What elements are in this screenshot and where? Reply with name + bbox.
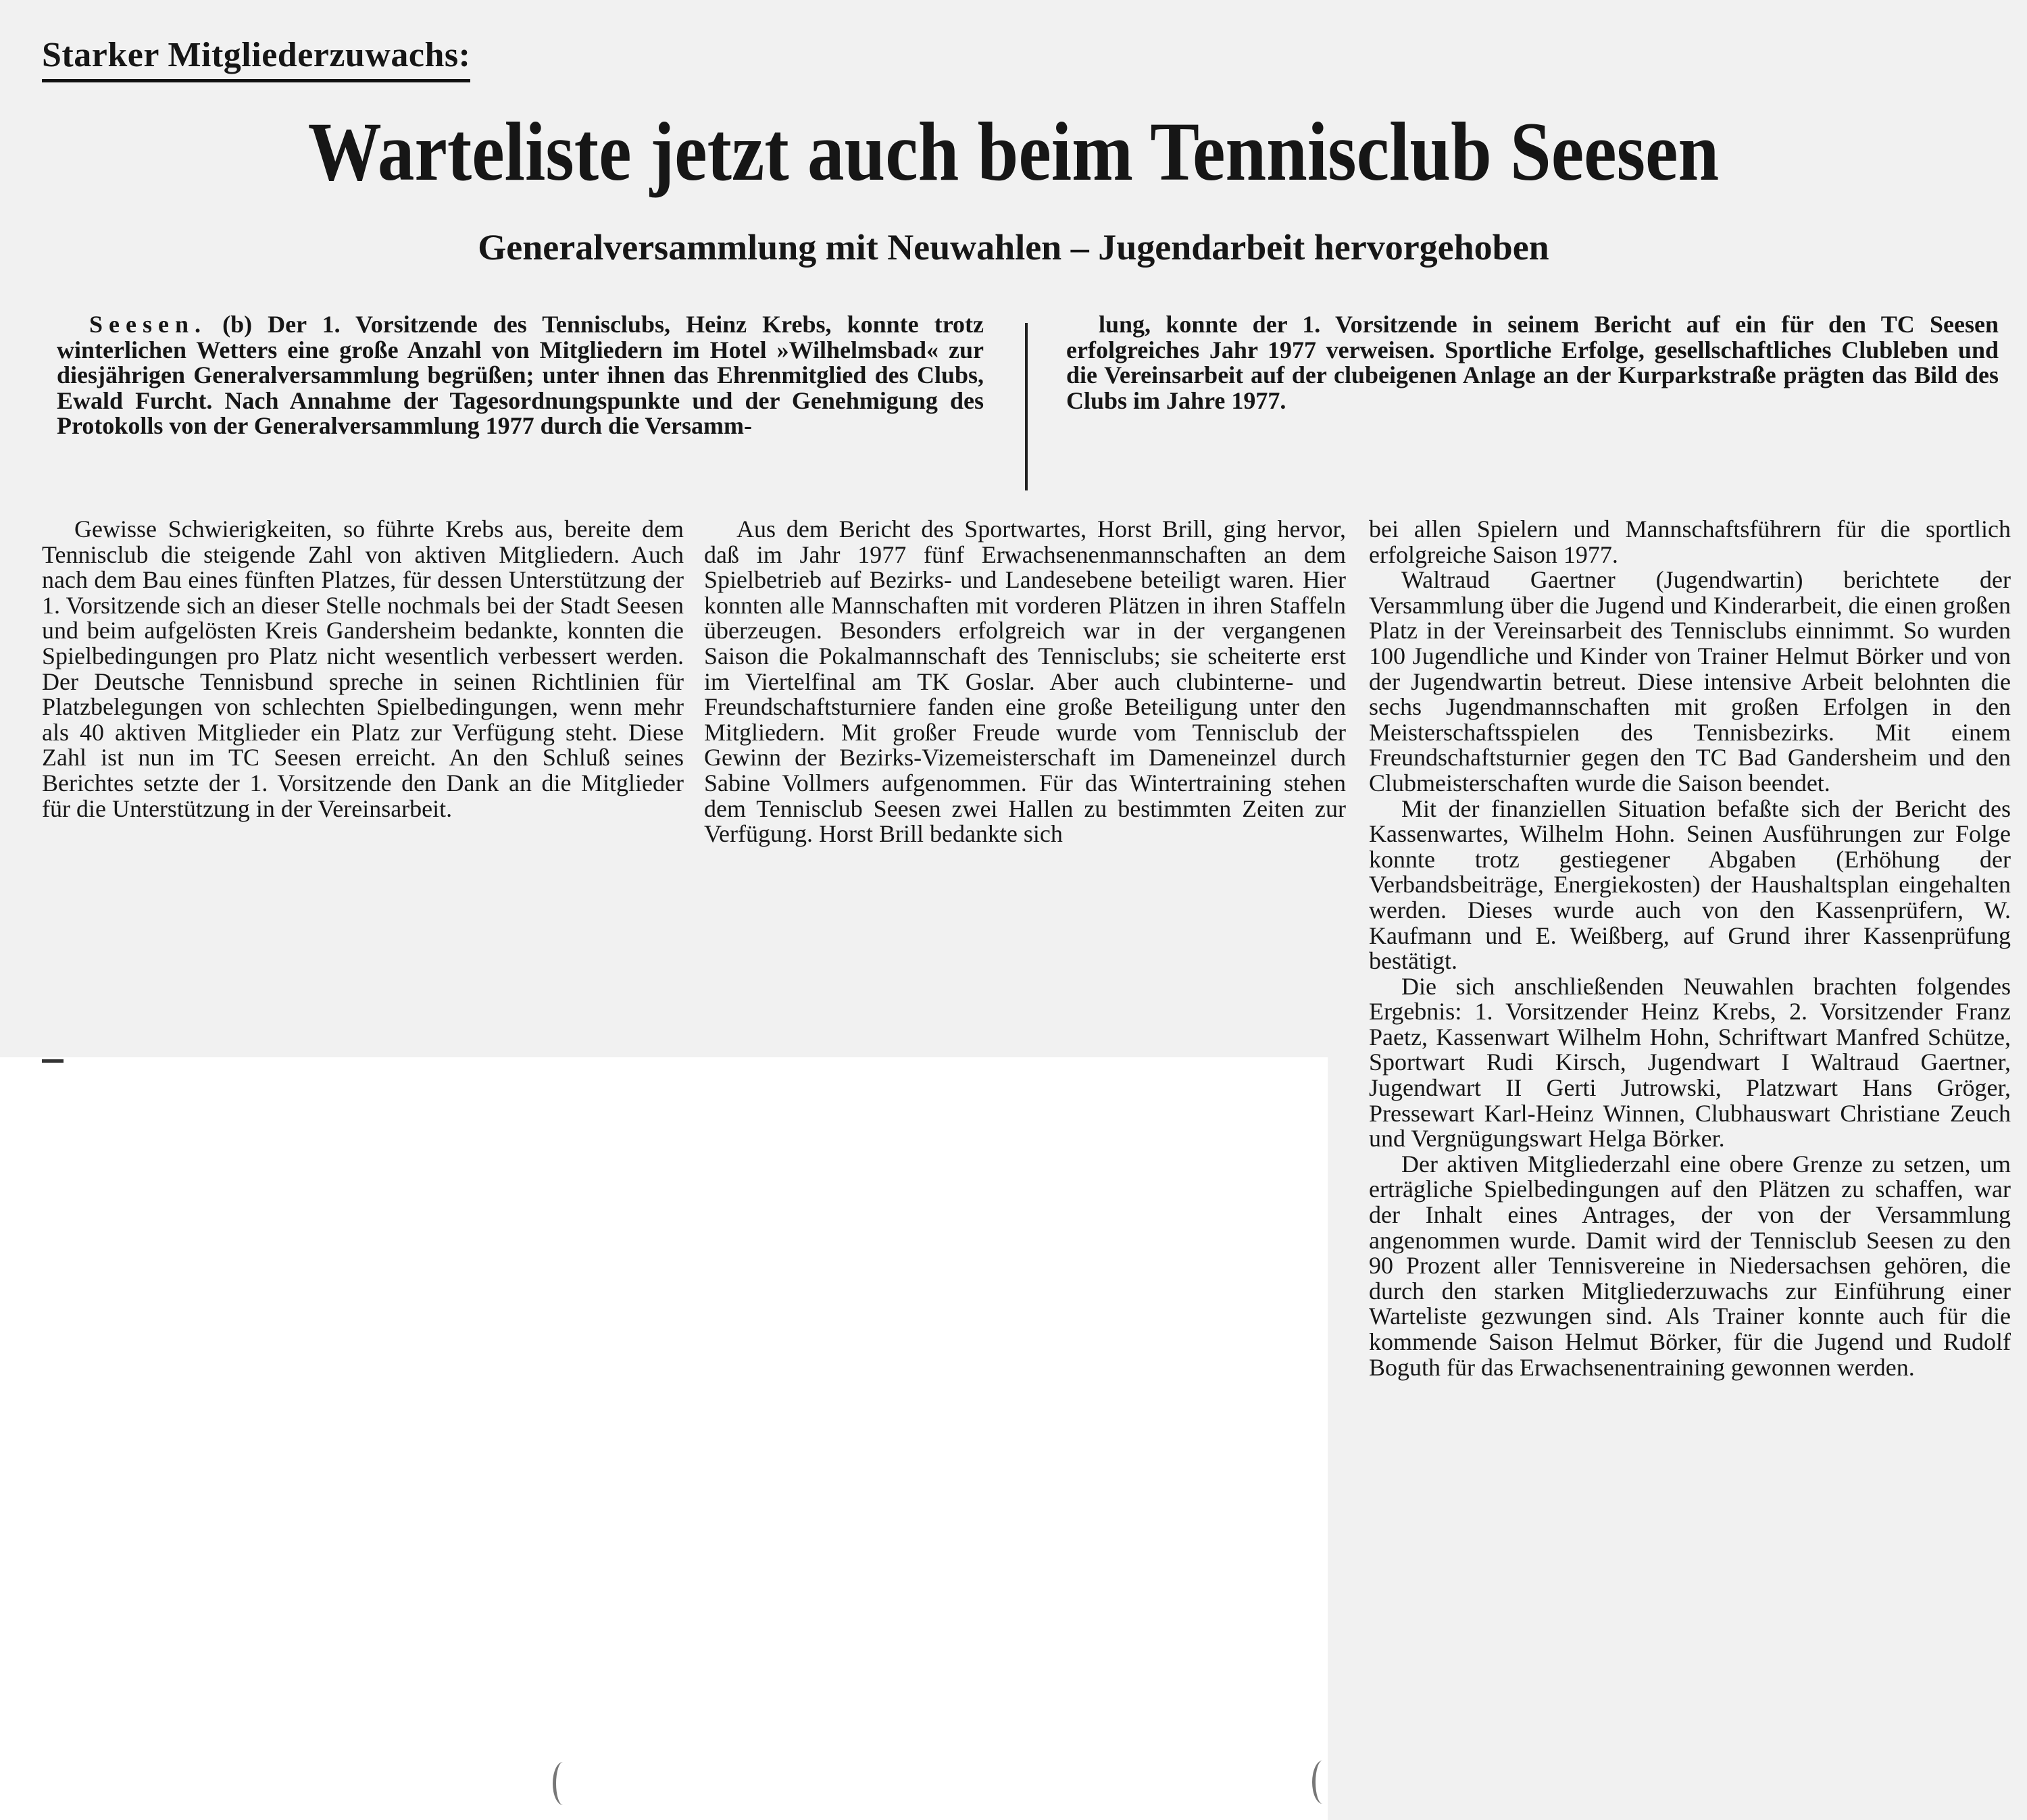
paragraph: Mit der finanziellen Situation befaßte sich der Bericht des Kassenwartes, Wilhelm Hohn. Seinen Ausführungen zur Folge konnte trotz gestiegener Abgaben (Erhöhung der Verbandsbeiträge, Energiekosten) der Haushaltsplan eingehalten werden. Dieses wurde auch von den Kassenprüfern, W. Kaufmann und E. Weißberg, auf Grund ihrer Kassenprüfung bestätigt. <box>1369 794 2011 975</box>
lead-divider <box>1025 323 1028 490</box>
subheadline: Generalversammlung mit Neuwahlen – Jugendarbeit hervorgehoben <box>478 227 1549 268</box>
headline: Warteliste jetzt auch beim Tennisclub Seesen <box>307 105 1720 198</box>
body-column-3 <box>1369 517 2011 1380</box>
paragraph: Der aktiven Mitgliederzahl eine obere Grenze zu setzen, um erträgliche Spielbedingungen auf den Plätzen zu schaffen, war der Inhalt eines Antrages, der von der Versammlung angenommen wurde. Damit wird der Tennisclub Seesen zu den 90 Prozent aller Tennisvereine in Niedersachsen gehören, die durch den starken Mitgliederzuwachs zur Einführung einer Warteliste gezwungen sind. Als Trainer konnte auch für die kommende Saison Helmut Börker, für die Jugend und Rudolf Boguth für das Erwachsenentraining gewonnen werden. <box>1369 1150 2011 1381</box>
lead-paragraph-right <box>1066 312 1999 413</box>
lead-text-right: lung, konnte der 1. Vorsitzende in seinem Bericht auf ein für den TC Seesen erfolgreiches Jahr 1977 verweisen. Sportliche Erfolge, gesellschaftliches Clubleben und die Vereinsarbeit auf der clubeigenen Anlage an der Kurparkstraße prägten das Bild des Clubs im Jahre 1977. <box>1066 311 1999 414</box>
lead-text-left: (b) Der 1. Vorsitzende des Tennisclubs, Heinz Krebs, konnte trotz winterlichen Wetters eine große Anzahl von Mitgliedern im Hotel »Wilhelmsbad« zur diesjährigen Generalversammlung begrüßen; unter ihnen das Ehrenmitglied des Clubs, Ewald Furcht. Nach Annahme der Tagesordnungspunkte und der Genehmigung des Protokolls von der Generalversammlung 1977 durch die Versamm- <box>57 311 984 440</box>
kicker: Starker Mitgliederzuwachs: <box>42 35 470 82</box>
paragraph: bei allen Spielern und Mannschaftsführern für die sportlich erfolgreiche Saison 1977. <box>1369 515 2011 568</box>
paragraph: Aus dem Bericht des Sportwartes, Horst Brill, ging hervor, daß im Jahr 1977 fünf Erwachsenenmannschaften an dem Spielbetrieb auf Bezirks- und Landesebene beteiligt waren. Hier konnten alle Mannschaften mit vorderen Plätzen in ihren Staffeln überzeugen. Besonders erfolgreich war in der vergangenen Saison die Pokalmannschaft des Tennisclubs; sie scheiterte erst im Viertelfinal am TK Goslar. Aber auch clubinterne- und Freundschaftsturniere fanden eine große Beteiligung unter den Mitgliedern. Mit großer Freude wurde vom Tennisclub der Gewinn der Bezirks-Vizemeisterschaft im Dameneinzel durch Sabine Vollmers aufgenommen. Für das Wintertraining stehen dem Tennisclub Seesen zwei Hallen zu bestimmten Zeiten zur Verfügung. Horst Brill bedankte sich <box>704 515 1346 848</box>
paragraph: Gewisse Schwierigkeiten, so führte Krebs aus, bereite dem Tennisclub die steigende Zahl von aktiven Mitgliedern. Auch nach dem Bau eines fünften Platzes, für dessen Unterstützung der 1. Vorsitzende sich an dieser Stelle nochmals bei der Stadt Seesen und beim aufgelösten Kreis Gandersheim bedankte, konnten die Spielbedingungen pro Platz nicht wesentlich verbessert werden. Der Deutsche Tennisbund spreche in seinen Richtlinien für Platzbelegungen von schlechten Spielbedingungen, wenn mehr als 40 aktiven Mitglieder ein Platz zur Verfügung steht. Diese Zahl ist nun im TC Seesen erreicht. An den Schluß seines Berichtes setzte der 1. Vorsitzende den Dank an die Mitglieder für die Unterstützung in der Vereinsarbeit. <box>42 515 684 822</box>
body-column-2 <box>704 517 1346 847</box>
paragraph: Die sich anschließenden Neuwahlen brachten folgendes Ergebnis: 1. Vorsitzender Heinz Krebs, 2. Vorsitzender Franz Paetz, Kassenwart Wilhelm Hohn, Schriftwart Manfred Schütze, Sportwart Rudi Kirsch, Jugendwart I Waltraud Gaertner, Jugendwart II Gerti Jutrowski, Platzwart Hans Gröger, Pressewart Karl-Heinz Winnen, Clubhauswart Christiane Zeuch und Vergnügungswart Helga Börker. <box>1369 972 2011 1153</box>
lead-paragraph-left <box>57 312 984 439</box>
body-column-1 <box>42 517 684 821</box>
cut-mark <box>42 1059 64 1063</box>
punch-hole-left <box>553 1762 574 1805</box>
paragraph: Waltraud Gaertner (Jugendwartin) berichtete der Versammlung über die Jugend und Kinderarbeit, die einen großen Platz in der Vereinsarbeit des Tennisclubs einnimmt. So wurden 100 Jugendliche und Kinder von Trainer Helmut Börker und von der Jugendwartin betreut. Diese intensive Arbeit belohnten die sechs Jugendmannschaften mit großen Erfolgen in den Meisterschaftsspielen des Tennisbezirks. Mit einem Freundschaftsturnier gegen den TC Bad Gandersheim und den Clubmeisterschaften wurde die Saison beendet. <box>1369 566 2011 797</box>
punch-hole-right <box>1312 1761 1333 1804</box>
dateline: Seesen. <box>89 311 207 338</box>
